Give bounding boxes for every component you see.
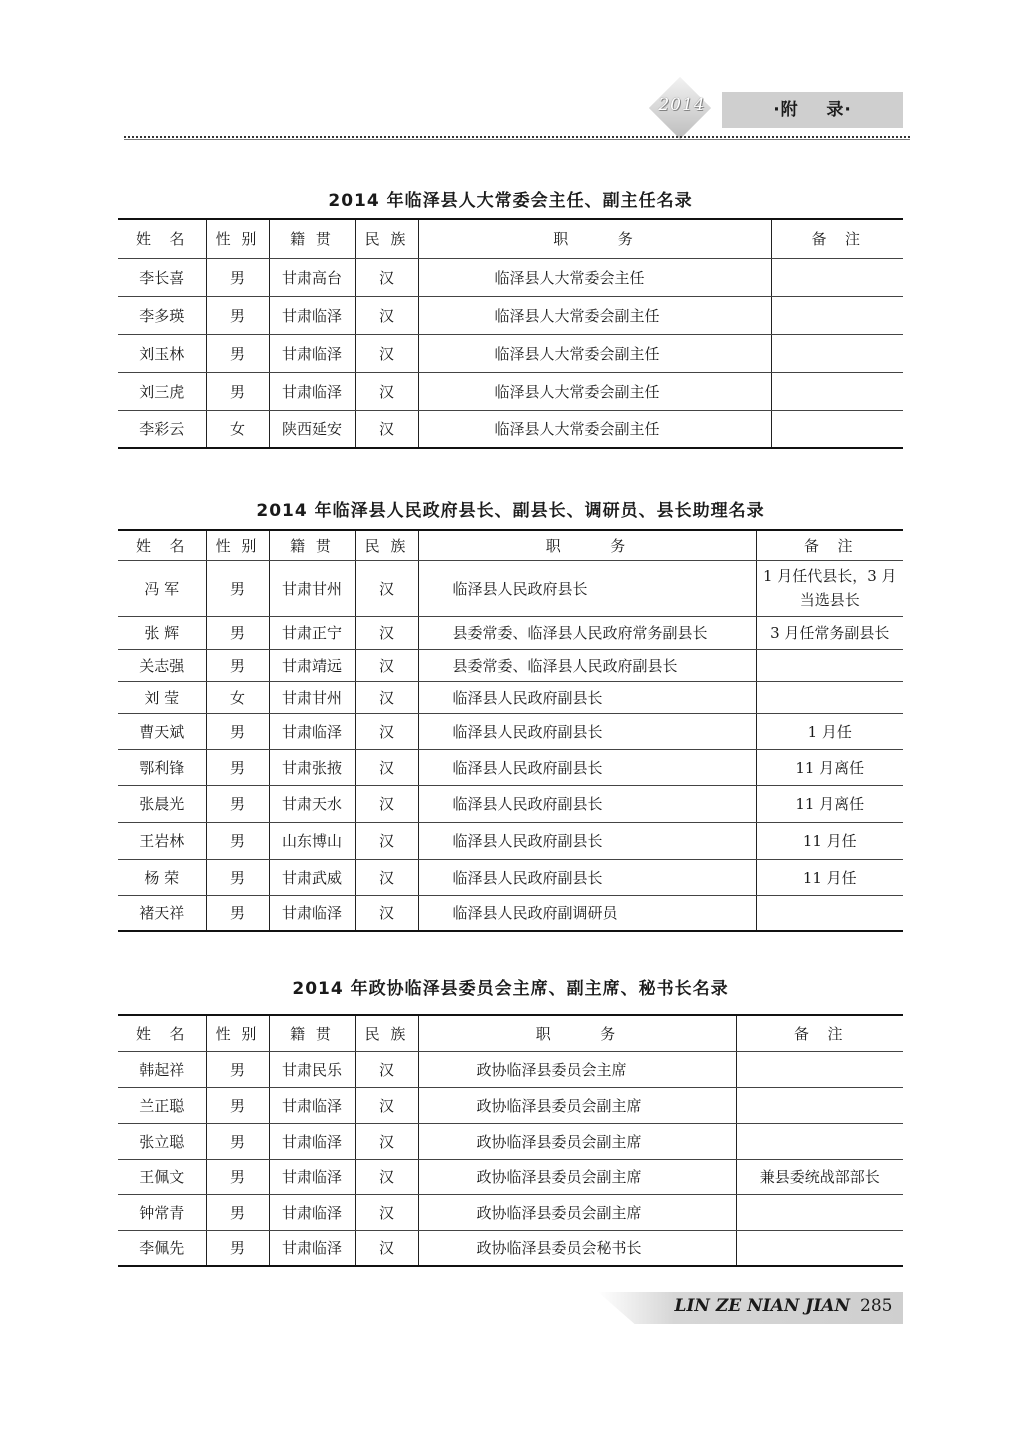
table3-cppcc-roster — [118, 1014, 903, 1267]
hometown-cell: 甘肃民乐 — [269, 1051, 355, 1087]
position-cell: 临泽县人民政府副县长 — [418, 859, 756, 895]
gender-cell: 男 — [206, 616, 269, 649]
position-cell: 政协临泽县委员会副主席 — [418, 1159, 736, 1194]
name-cell: 张 辉 — [118, 616, 206, 649]
hometown-cell: 甘肃张掖 — [269, 749, 355, 785]
gender-cell: 女 — [206, 681, 269, 713]
journal-title: LIN ZE NIAN JIAN — [674, 1296, 850, 1316]
header-divider-line — [124, 139, 910, 140]
col-gender-header: 性 别 — [206, 1015, 269, 1051]
name-cell: 曹天斌 — [118, 713, 206, 749]
table1-npc-roster — [118, 218, 903, 449]
remarks-cell: 11 月任 — [756, 859, 903, 895]
table-row — [118, 372, 903, 410]
ethnicity-cell: 汉 — [355, 410, 418, 448]
table-row — [118, 895, 903, 931]
remarks-cell: 1 月任 — [756, 713, 903, 749]
remarks-cell — [771, 334, 903, 372]
gender-cell: 男 — [206, 895, 269, 931]
name-cell: 钟常青 — [118, 1194, 206, 1230]
remarks-cell — [771, 372, 903, 410]
remarks-cell — [736, 1123, 903, 1159]
name-cell: 冯 军 — [118, 560, 206, 616]
remarks-cell — [736, 1230, 903, 1266]
table-row — [118, 1087, 903, 1123]
gender-cell: 男 — [206, 785, 269, 822]
table-row — [118, 410, 903, 448]
ethnicity-cell: 汉 — [355, 1159, 418, 1194]
hometown-cell: 甘肃甘州 — [269, 681, 355, 713]
remarks-cell — [771, 410, 903, 448]
remarks-cell — [736, 1087, 903, 1123]
name-cell: 王岩林 — [118, 822, 206, 859]
ethnicity-cell: 汉 — [355, 649, 418, 681]
ethnicity-cell: 汉 — [355, 785, 418, 822]
name-cell: 韩起祥 — [118, 1051, 206, 1087]
remarks-cell — [736, 1051, 903, 1087]
ethnicity-cell: 汉 — [355, 1051, 418, 1087]
ethnicity-cell: 汉 — [355, 1087, 418, 1123]
position-cell: 政协临泽县委员会副主席 — [418, 1087, 736, 1123]
remarks-cell — [756, 895, 903, 931]
remarks-cell: 1 月任代县长，3 月当选县长 — [756, 560, 903, 616]
col-ethnicity-header: 民 族 — [355, 530, 418, 560]
remarks-cell — [756, 649, 903, 681]
table2-title: 2014 年临泽县人民政府县长、副县长、调研员、县长助理名录 — [256, 501, 765, 521]
table-row — [118, 616, 903, 649]
gender-cell: 男 — [206, 1051, 269, 1087]
ethnicity-cell: 汉 — [355, 1194, 418, 1230]
position-cell: 临泽县人民政府县长 — [418, 560, 756, 616]
gender-cell: 男 — [206, 1159, 269, 1194]
position-cell: 县委常委、临泽县人民政府副县长 — [418, 649, 756, 681]
name-cell: 张立聪 — [118, 1123, 206, 1159]
gender-cell: 男 — [206, 258, 269, 296]
col-position-header: 职 务 — [418, 1015, 736, 1051]
name-cell: 王佩文 — [118, 1159, 206, 1194]
name-cell: 李长喜 — [118, 258, 206, 296]
col-name-header: 姓 名 — [118, 530, 206, 560]
table2-header-row — [118, 530, 903, 560]
remarks-cell: 11 月离任 — [756, 749, 903, 785]
table-row — [118, 296, 903, 334]
hometown-cell: 甘肃靖远 — [269, 649, 355, 681]
name-cell: 张晨光 — [118, 785, 206, 822]
hometown-cell: 甘肃正宁 — [269, 616, 355, 649]
col-gender-header: 性 别 — [206, 530, 269, 560]
ethnicity-cell: 汉 — [355, 822, 418, 859]
hometown-cell: 甘肃临泽 — [269, 1123, 355, 1159]
table-row — [118, 1123, 903, 1159]
ethnicity-cell: 汉 — [355, 749, 418, 785]
col-remarks-header: 备 注 — [736, 1015, 903, 1051]
remarks-cell: 兼县委统战部部长 — [736, 1159, 903, 1194]
hometown-cell: 甘肃甘州 — [269, 560, 355, 616]
name-cell: 褚天祥 — [118, 895, 206, 931]
logo-year: 2014 — [658, 95, 706, 115]
gender-cell: 女 — [206, 410, 269, 448]
hometown-cell: 甘肃临泽 — [269, 1087, 355, 1123]
ethnicity-cell: 汉 — [355, 859, 418, 895]
name-cell: 鄂利锋 — [118, 749, 206, 785]
position-cell: 临泽县人大常委会副主任 — [418, 296, 771, 334]
hometown-cell: 甘肃临泽 — [269, 713, 355, 749]
name-cell: 刘三虎 — [118, 372, 206, 410]
col-name-header: 姓 名 — [118, 1015, 206, 1051]
gender-cell: 男 — [206, 649, 269, 681]
name-cell: 刘 莹 — [118, 681, 206, 713]
col-position-header: 职 务 — [418, 530, 756, 560]
table-row — [118, 681, 903, 713]
table-row — [118, 859, 903, 895]
table2-government-roster — [118, 529, 903, 932]
remarks-cell — [771, 296, 903, 334]
table-row — [118, 258, 903, 296]
gender-cell: 男 — [206, 713, 269, 749]
gender-cell: 男 — [206, 859, 269, 895]
ethnicity-cell: 汉 — [355, 1123, 418, 1159]
position-cell: 临泽县人大常委会副主任 — [418, 410, 771, 448]
ethnicity-cell: 汉 — [355, 713, 418, 749]
col-name-header: 姓 名 — [118, 219, 206, 258]
hometown-cell: 甘肃临泽 — [269, 372, 355, 410]
table-row — [118, 713, 903, 749]
position-cell: 临泽县人大常委会主任 — [418, 258, 771, 296]
gender-cell: 男 — [206, 822, 269, 859]
remarks-cell: 11 月离任 — [756, 785, 903, 822]
hometown-cell: 甘肃天水 — [269, 785, 355, 822]
col-gender-header: 性 别 — [206, 219, 269, 258]
ethnicity-cell: 汉 — [355, 1230, 418, 1266]
position-cell: 临泽县人民政府副县长 — [418, 681, 756, 713]
position-cell: 政协临泽县委员会秘书长 — [418, 1230, 736, 1266]
position-cell: 临泽县人大常委会副主任 — [418, 334, 771, 372]
table-row — [118, 1159, 903, 1194]
table1-header-row — [118, 219, 903, 258]
position-cell: 临泽县人民政府副县长 — [418, 749, 756, 785]
ethnicity-cell: 汉 — [355, 372, 418, 410]
section-label: ·附 录· — [722, 92, 903, 128]
ethnicity-cell: 汉 — [355, 616, 418, 649]
table-row — [118, 1230, 903, 1266]
gender-cell: 男 — [206, 334, 269, 372]
gender-cell: 男 — [206, 1194, 269, 1230]
gender-cell: 男 — [206, 296, 269, 334]
gender-cell: 男 — [206, 1230, 269, 1266]
position-cell: 政协临泽县委员会主席 — [418, 1051, 736, 1087]
hometown-cell: 陕西延安 — [269, 410, 355, 448]
ethnicity-cell: 汉 — [355, 296, 418, 334]
gender-cell: 男 — [206, 1123, 269, 1159]
yearbook-logo — [650, 92, 714, 124]
col-remarks-header: 备 注 — [756, 530, 903, 560]
name-cell: 李佩先 — [118, 1230, 206, 1266]
ethnicity-cell: 汉 — [355, 895, 418, 931]
hometown-cell: 甘肃临泽 — [269, 334, 355, 372]
table-row — [118, 749, 903, 785]
remarks-cell: 11 月任 — [756, 822, 903, 859]
position-cell: 县委常委、临泽县人民政府常务副县长 — [418, 616, 756, 649]
table-row — [118, 1051, 903, 1087]
remarks-cell — [756, 681, 903, 713]
table3-title: 2014 年政协临泽县委员会主席、副主席、秘书长名录 — [292, 979, 729, 999]
remarks-cell — [771, 258, 903, 296]
name-cell: 杨 荣 — [118, 859, 206, 895]
col-remarks-header: 备 注 — [771, 219, 903, 258]
name-cell: 关志强 — [118, 649, 206, 681]
hometown-cell: 甘肃临泽 — [269, 1159, 355, 1194]
gender-cell: 男 — [206, 372, 269, 410]
name-cell: 刘玉林 — [118, 334, 206, 372]
position-cell: 政协临泽县委员会副主席 — [418, 1194, 736, 1230]
remarks-cell — [736, 1194, 903, 1230]
hometown-cell: 甘肃临泽 — [269, 1194, 355, 1230]
position-cell: 临泽县人民政府副调研员 — [418, 895, 756, 931]
table1-title: 2014 年临泽县人大常委会主任、副主任名录 — [328, 191, 693, 211]
position-cell: 临泽县人大常委会副主任 — [418, 372, 771, 410]
name-cell: 李彩云 — [118, 410, 206, 448]
name-cell: 兰正聪 — [118, 1087, 206, 1123]
hometown-cell: 甘肃临泽 — [269, 296, 355, 334]
ethnicity-cell: 汉 — [355, 258, 418, 296]
col-position-header: 职 务 — [418, 219, 771, 258]
ethnicity-cell: 汉 — [355, 681, 418, 713]
table-row — [118, 785, 903, 822]
col-ethnicity-header: 民 族 — [355, 1015, 418, 1051]
gender-cell: 男 — [206, 1087, 269, 1123]
gender-cell: 男 — [206, 560, 269, 616]
table-row — [118, 822, 903, 859]
name-cell: 李多瑛 — [118, 296, 206, 334]
hometown-cell: 甘肃高台 — [269, 258, 355, 296]
col-hometown-header: 籍 贯 — [269, 530, 355, 560]
position-cell: 临泽县人民政府副县长 — [418, 785, 756, 822]
table-row — [118, 649, 903, 681]
position-cell: 临泽县人民政府副县长 — [418, 822, 756, 859]
table-row — [118, 334, 903, 372]
ethnicity-cell: 汉 — [355, 560, 418, 616]
position-cell: 临泽县人民政府副县长 — [418, 713, 756, 749]
table-row — [118, 560, 903, 616]
ethnicity-cell: 汉 — [355, 334, 418, 372]
gender-cell: 男 — [206, 749, 269, 785]
hometown-cell: 甘肃武威 — [269, 859, 355, 895]
hometown-cell: 甘肃临泽 — [269, 1230, 355, 1266]
position-cell: 政协临泽县委员会副主席 — [418, 1123, 736, 1159]
table-row — [118, 1194, 903, 1230]
col-ethnicity-header: 民 族 — [355, 219, 418, 258]
remarks-cell: 3 月任常务副县长 — [756, 616, 903, 649]
hometown-cell: 甘肃临泽 — [269, 895, 355, 931]
page-number: 285 — [860, 1296, 893, 1316]
col-hometown-header: 籍 贯 — [269, 219, 355, 258]
hometown-cell: 山东博山 — [269, 822, 355, 859]
col-hometown-header: 籍 贯 — [269, 1015, 355, 1051]
table3-header-row — [118, 1015, 903, 1051]
